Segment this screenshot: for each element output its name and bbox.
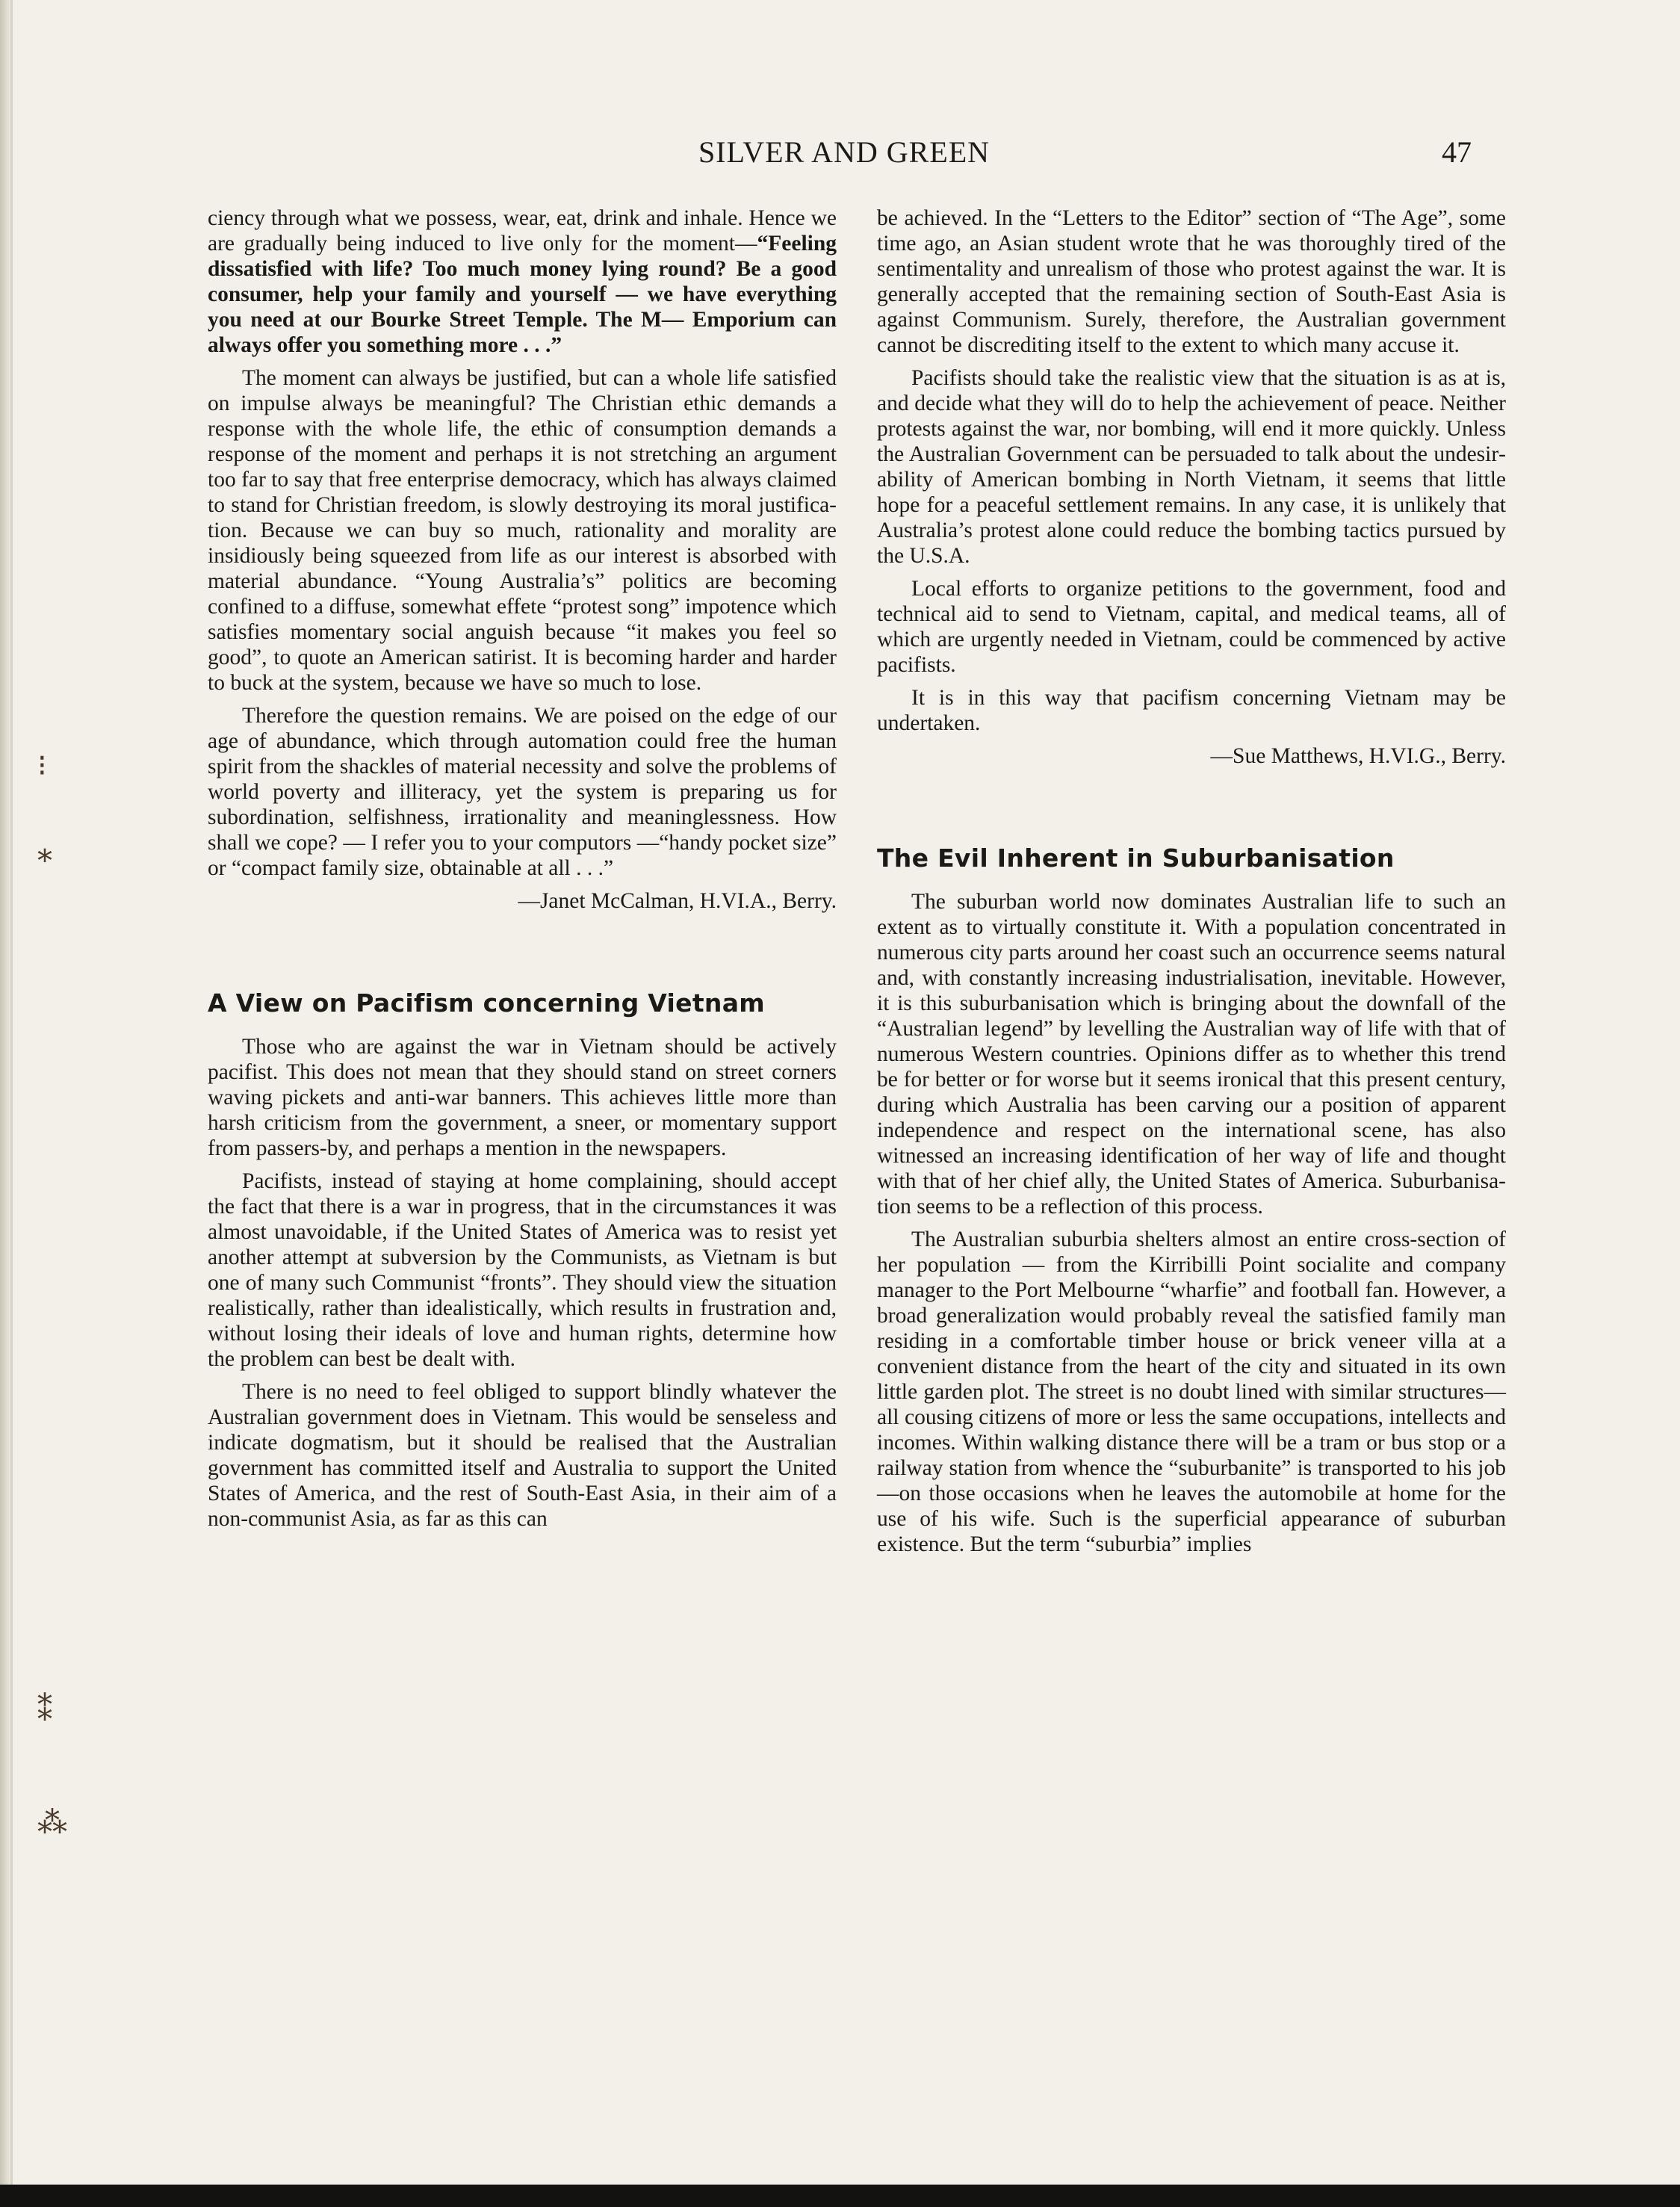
article-heading: A View on Pacifism concerning Vietnam bbox=[208, 988, 765, 1018]
article-heading: The Evil Inherent in Suburbanisation bbox=[877, 844, 1395, 873]
paragraph: The moment can always be justified, but can a whole life satisfied on impulse always be meaningful? The Christian ethic demands a response with the whole life, the ethic of consumption demands a response of the moment and perhaps it is not stretching an argument too far to say that free enterprise democracy, which has always claimed to stand for Christian freedom, is slowly destroying its moral justification. Because we can buy so much, rationality and morality are insidiously being squeezed from life as our interest is absorbed with material abundance. “Young Australia’s” politics are becoming confined to a diffuse, somewhat effete “protest song” impotence which satisfies momentary social anguish because “it makes you feel so good”, to quote an American satirist. It is becoming harder and harder to buck at the system, because we have so much to lose. bbox=[208, 366, 837, 695]
paragraph: It is in this way that pacifism concerning Vietnam may be undertaken. bbox=[877, 686, 1506, 735]
paragraph: be achieved. In the “Letters to the Editor” section of “The Age”, some time ago, an Asian student wrote that he was thoroughly tired of the sentimentality and unrealism of those who protest against the war. It is generally accepted that the remaining section of South-East Asia is against Communism. Surely, therefore, the Australian government cannot be discrediting itself to the extent to which many accuse it. bbox=[877, 206, 1506, 357]
margin-mark: ⁎ bbox=[37, 835, 52, 868]
paragraph: Those who are against the war in Vietnam should be actively pacifist. This does not mean that they should stand on street corners waving pickets and anti-war banners. This achieves little more than harsh criticism from the government, a sneer, or momentary support from passers-by, and perhaps a mention in the newspapers. bbox=[208, 1035, 837, 1160]
binding-line bbox=[10, 0, 13, 2207]
paragraph: There is no need to feel obliged to support blindly whatever the Australian government does in Vietnam. This would be senseless and indicate dogmatism, but it should be realised that the Australian government has committed itself and Australia to support the United States of America, and the rest of South-East Asia, in their aim of a non-communist Asia, as far as this can bbox=[208, 1380, 837, 1531]
paragraph-text: ciency through what we possess, wear, eat, drink and inhale. Hence we are gradually being induced to live only for the moment— bbox=[208, 206, 837, 256]
margin-mark: ⁝ bbox=[37, 749, 47, 782]
running-title: SILVER AND GREEN bbox=[698, 135, 991, 169]
paragraph: Pacifists, instead of staying at home complaining, should accept the fact that there is a war in progress, that in the circumstances it was almost unavoidable, if the United States of America was to resist yet another attempt at subversion by the Communists, as Vietnam is but one of many such Communist “fronts”. They should view the situation realistically, rather than idealistically, which results in frustration and, without losing their ideals of love and human rights, determine how the problem can best be dealt with. bbox=[208, 1169, 837, 1371]
paragraph: Pacifists should take the realistic view that the situation is as at is, and decide what they will do to help the achievement of peace. Neither protests against the war, nor bombing, will end it more quickly. Unless the Australian Government can be persuaded to talk about the undesirability of American bombing in North Vietnam, it seems that little hope for a peaceful settlement remains. In any case, it is unlikely that Australia’s protest alone could reduce the bombing tactics pursued by the U.S.A. bbox=[877, 366, 1506, 568]
page-edge bbox=[0, 0, 10, 2207]
left-column bbox=[208, 205, 837, 1532]
advert-quote: “Feeling dissatisfied with life? Too much money lying round? Be a good consumer, help your family and yourself — we have everything you need at our Bourke Street Temple. The M— Emporium can always offer you something more . . .” bbox=[208, 232, 837, 357]
paragraph: Therefore the question remains. We are poised on the edge of our age of abundance, which through automation could free the human spirit from the shackles of material necessity and solve the problems of world poverty and illiteracy, yet the system is preparing us for subordination, selfishness, irrationality and meaninglessness. How shall we cope? — I refer you to your computors —“handy pocket size” or “compact family size, obtainable at all . . .” bbox=[208, 704, 837, 880]
paragraph: Local efforts to organize petitions to the government, food and technical aid to send to Vietnam, capital, and medical teams, all of which are urgently needed in Vietnam, could be commenced by active pacifists. bbox=[877, 577, 1506, 677]
page-number: 47 bbox=[1442, 135, 1472, 169]
scan-bottom-edge bbox=[0, 2185, 1680, 2207]
paragraph: The Australian suburbia shelters almost an entire cross-section of her population — from the Kirribilli Point socialite and company manager to the Port Melbourne “wharfie” and football fan. However, a broad generalization would probably reveal the satisfied family man residing in a comfortable timber house or brick veneer villa at a convenient distance from the heart of the city and situated in its own little garden plot. The street is no doubt lined with similar structures— all cousing citizens of more or less the same occupations, intellects and incomes. Within walking distance there will be a tram or bus stop or a railway station from whence the “suburbanite” is transported to his job—on those occasions when he leaves the automobile at home for the use of his wife. Such is the superficial appearance of suburban existence. But the term “suburbia” implies bbox=[877, 1228, 1506, 1556]
margin-mark: ⁂ bbox=[37, 1806, 67, 1839]
author-signature: —Janet McCalman, H.VI.A., Berry. bbox=[518, 889, 837, 913]
author-signature: —Sue Matthews, H.VI.G., Berry. bbox=[1210, 744, 1506, 768]
running-header bbox=[217, 134, 1472, 179]
paragraph: The suburban world now dominates Australian life to such an extent as to virtually constitute it. With a population concentrated in numerous city parts around her coast such an occurrence seems natural and, with constantly increasing industrialisation, inevitable. However, it is this suburbanisation which is bringing about the downfall of the “Australian legend” by levelling the Australian way of life with that of numerous Western countries. Opinions differ as to whether this trend be for better or for worse but it seems ironical that this present century, during which Australia has been carving our a position of apparent independence and respect on the international scene, has also witnessed an increasing identification of her way of life and thought with that of her chief ally, the United States of America. Suburbanisation seems to be a reflection of this process. bbox=[877, 890, 1506, 1219]
right-column bbox=[877, 205, 1506, 1557]
margin-mark: ⁑ bbox=[37, 1694, 52, 1727]
paragraph bbox=[208, 205, 837, 358]
